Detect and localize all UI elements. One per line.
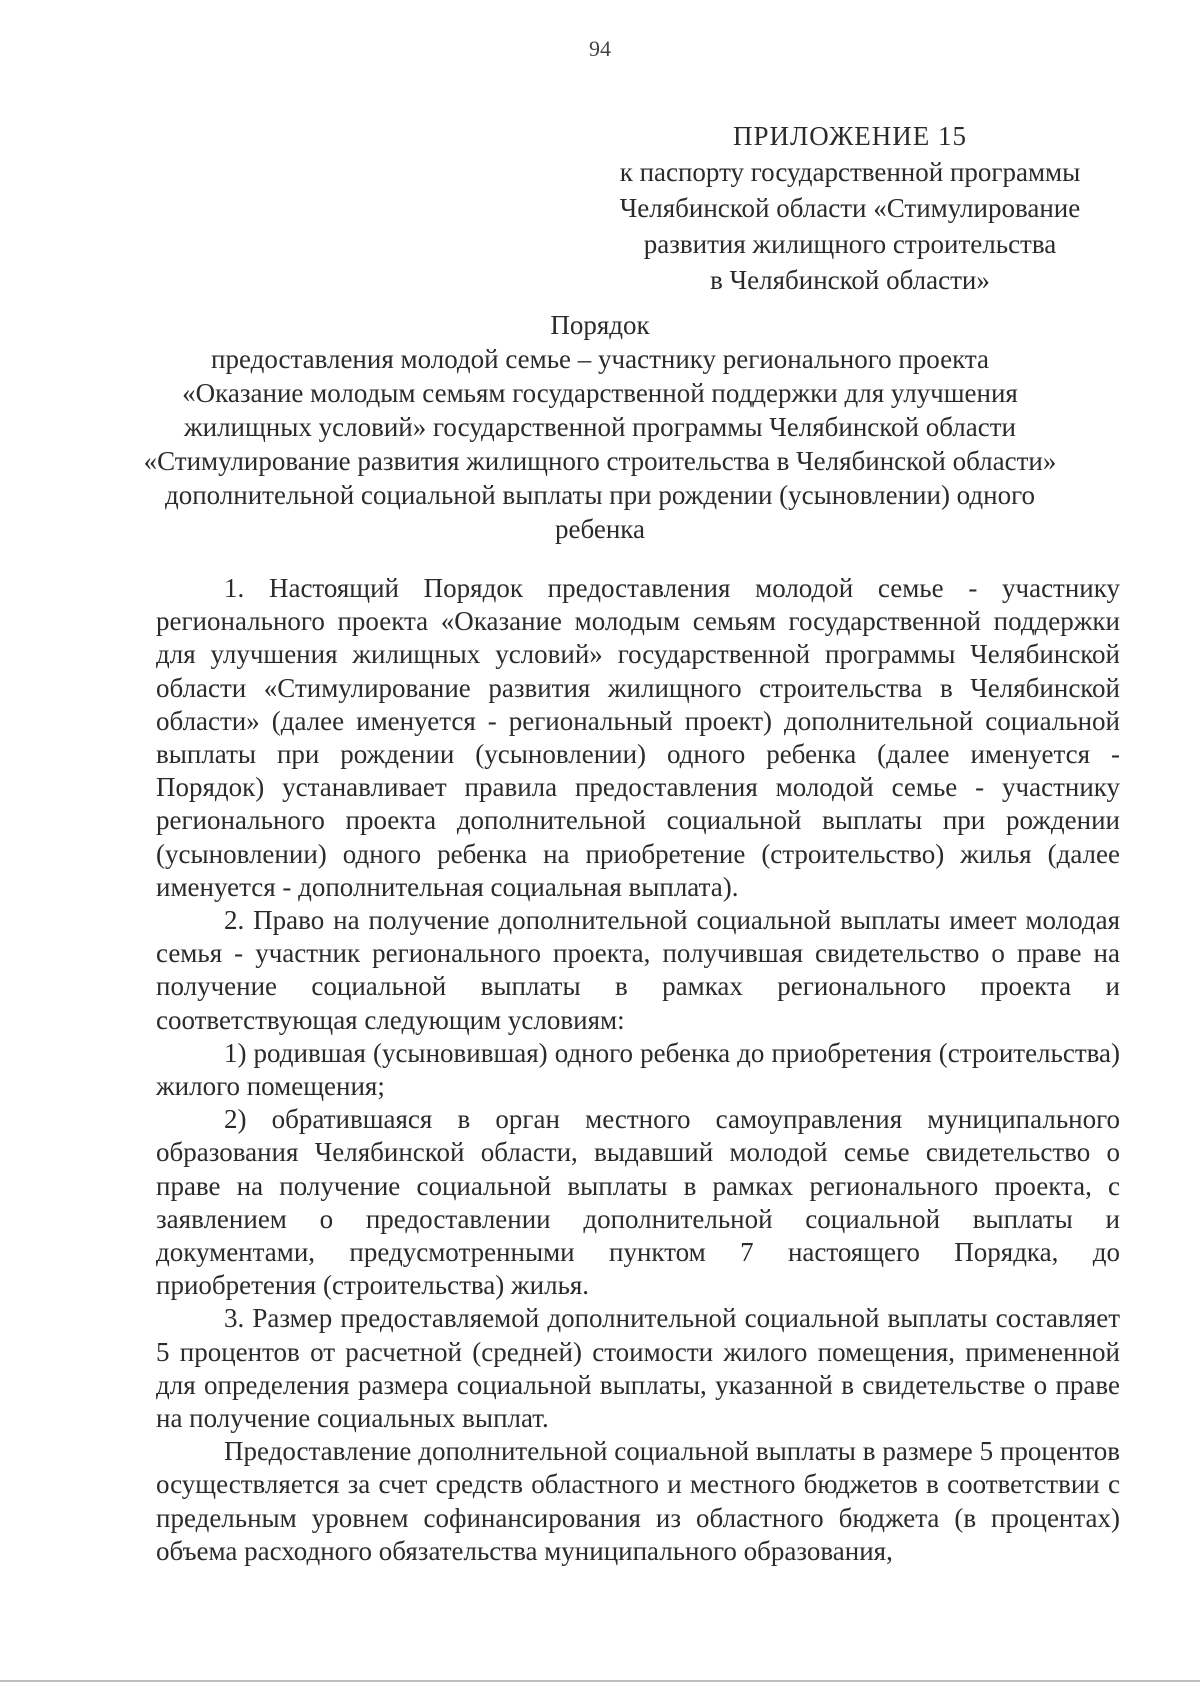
appendix-block: [600, 118, 1100, 298]
title-line: жилищных условий» государственной программы Челябинской области: [183, 412, 1016, 442]
paragraph: 3. Размер предоставляемой дополнительной социальной выплаты составляет 5 процентов от расчетной (средней) стоимости жилого помещения, примененной для определения размера социальной выплаты, указанной в свидетельстве о праве на получение социальных выплат.: [156, 1303, 1120, 1434]
paragraph: 2) обратившаяся в орган местного самоуправления муниципального образования Челябинской области, выдавший молодой семье свидетельство о праве на получение социальной выплаты в рамках регионального проекта, с заявлением о предоставлении дополнительной социальной выплаты и документами, предусмотренными пунктом 7 настоящего Порядка, до приобретения (строительства) жилья.: [156, 1104, 1120, 1301]
scan-bottom-edge: [0, 1680, 1200, 1682]
title-line: ребенка: [555, 514, 645, 544]
title-line: дополнительной социальной выплаты при рождении (усыновлении) одного: [164, 480, 1035, 510]
paragraph: Предоставление дополнительной социальной выплаты в размере 5 процентов осуществляется за счет средств областного и местного бюджетов в соответствии с предельным уровнем софинансирования из областного бюджета (в процентах) объема расходного обязательства муниципального образования,: [156, 1436, 1120, 1566]
page-number: 94: [589, 36, 611, 61]
paragraph: 1. Настоящий Порядок предоставления молодой семье - участнику регионального проекта «Оказание молодым семьям государственной поддержки для улучшения жилищных условий» государственной программы Челябинской области «Стимулирование развития жилищного строительства в Челябинской области» (далее именуется - региональный проект) дополнительной социальной выплаты при рождении (усыновлении) одного ребенка (далее именуется - Порядок) устанавливает правила предоставления молодой семье - участнику регионального проекта дополнительной социальной выплаты при рождении (усыновлении) одного ребенка на приобретение (строительство) жилья (далее именуется - дополнительная социальная выплата).: [156, 573, 1120, 902]
appendix-line: в Челябинской области»: [710, 265, 990, 295]
paragraph: 2. Право на получение дополнительной социальной выплаты имеет молодая семья - участник регионального проекта, получившая свидетельство о праве на получение социальной выплаты в рамках регионального проекта и соответствующая следующим условиям:: [156, 905, 1120, 1035]
appendix-line: к паспорту государственной программы: [619, 157, 1081, 187]
title-line: «Стимулирование развития жилищного строительства в Челябинской области»: [143, 446, 1057, 476]
title-line: «Оказание молодым семьям государственной поддержки для улучшения: [182, 378, 1018, 408]
document-body: [156, 572, 1120, 1568]
appendix-line: Челябинской области «Стимулирование: [619, 193, 1081, 223]
appendix-heading: ПРИЛОЖЕНИЕ 15: [732, 121, 968, 151]
appendix-line: развития жилищного строительства: [643, 229, 1057, 259]
document-title: [140, 308, 1060, 546]
title-heading: Порядок: [550, 310, 650, 340]
title-line: предоставления молодой семье – участнику регионального проекта: [211, 344, 989, 374]
paragraph: 1) родившая (усыновившая) одного ребенка до приобретения (строительства) жилого помещения;: [156, 1037, 1120, 1102]
